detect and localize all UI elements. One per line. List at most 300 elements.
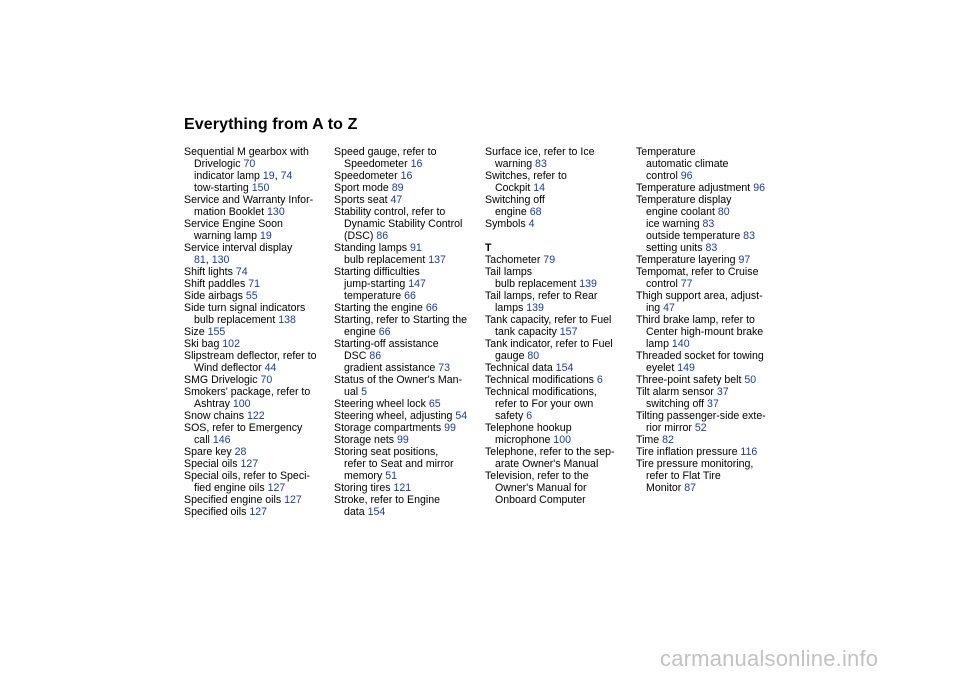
index-entry bbox=[636, 410, 781, 422]
index-text: mation Booklet bbox=[194, 206, 268, 218]
index-text: Specified engine oils bbox=[184, 494, 285, 506]
index-subentry bbox=[485, 350, 630, 362]
page-reference-link[interactable]: 81 bbox=[194, 254, 206, 266]
index-text: Stroke, refer to Engine bbox=[334, 494, 440, 506]
page-reference-link[interactable]: 127 bbox=[284, 494, 302, 506]
index-text: ing bbox=[646, 302, 664, 314]
index-text: indicator lamp bbox=[194, 170, 263, 182]
index-entry bbox=[184, 386, 329, 398]
index-text: eyelet bbox=[646, 362, 678, 374]
page-reference-link[interactable]: 74 bbox=[235, 266, 248, 278]
index-text: Special oils, refer to Speci- bbox=[184, 470, 311, 482]
page-reference-link[interactable]: 157 bbox=[559, 326, 578, 338]
index-entry bbox=[334, 374, 479, 386]
page-reference-link[interactable]: 130 bbox=[211, 254, 230, 266]
index-text: Shift paddles bbox=[184, 278, 249, 290]
page-reference-link[interactable]: 54 bbox=[455, 410, 468, 422]
index-text: Tilt alarm sensor bbox=[636, 386, 717, 398]
index-subentry bbox=[184, 254, 329, 266]
page-reference-link[interactable]: 130 bbox=[267, 206, 285, 218]
index-subentry bbox=[485, 494, 630, 506]
index-subentry bbox=[636, 422, 781, 434]
index-text: gauge bbox=[495, 350, 528, 362]
page-reference-link[interactable]: 138 bbox=[278, 314, 296, 326]
index-text: Specified oils bbox=[184, 506, 250, 518]
index-text: Tail lamps, refer to Rear bbox=[485, 290, 598, 302]
page-reference-link[interactable]: 83 bbox=[702, 218, 715, 230]
index-text: Standing lamps bbox=[334, 242, 410, 254]
index-subentry bbox=[184, 206, 329, 218]
index-column-1 bbox=[184, 146, 329, 518]
index-text: Sports seat bbox=[334, 194, 391, 206]
index-text: Shift lights bbox=[184, 266, 236, 278]
page-reference-link[interactable]: 121 bbox=[393, 482, 412, 494]
index-subentry bbox=[636, 278, 781, 290]
page-reference-link[interactable]: 6 bbox=[526, 410, 533, 422]
index-entry bbox=[485, 470, 630, 482]
index-text: memory bbox=[344, 470, 386, 482]
index-text: call bbox=[194, 434, 213, 446]
page-reference-link[interactable]: 70 bbox=[243, 158, 256, 170]
index-entry bbox=[184, 146, 329, 158]
page-reference-link[interactable]: 97 bbox=[738, 254, 751, 266]
index-text: Service and Warranty Infor- bbox=[184, 194, 314, 206]
index-entry bbox=[636, 254, 781, 266]
index-entry bbox=[636, 374, 781, 386]
index-entry bbox=[485, 446, 630, 458]
index-text: refer to Flat Tire bbox=[646, 470, 721, 482]
index-text: Tempomat, refer to Cruise bbox=[636, 266, 759, 278]
index-subentry bbox=[184, 398, 329, 410]
index-subentry bbox=[334, 218, 479, 230]
index-text: Wind deflector bbox=[194, 362, 265, 374]
index-text: Temperature display bbox=[636, 194, 732, 206]
page-reference-link[interactable]: 139 bbox=[526, 302, 544, 314]
watermark: carmanualsonline.info bbox=[660, 646, 879, 671]
index-text: Slipstream deflector, refer to bbox=[184, 350, 317, 362]
page-reference-link[interactable]: 74 bbox=[280, 170, 293, 182]
index-text: Smokers' package, refer to bbox=[184, 386, 311, 398]
index-text: Storage compartments bbox=[334, 422, 445, 434]
index-text: fied engine oils bbox=[194, 482, 268, 494]
page-reference-link[interactable]: 5 bbox=[361, 386, 367, 398]
index-text: Telephone hookup bbox=[485, 422, 572, 434]
index-entry bbox=[485, 338, 630, 350]
page-reference-link[interactable]: 154 bbox=[367, 506, 386, 518]
page-reference-link[interactable]: 116 bbox=[740, 446, 758, 458]
index-entry bbox=[485, 362, 630, 374]
index-subentry bbox=[636, 242, 781, 254]
index-entry bbox=[184, 350, 329, 362]
index-entry bbox=[636, 290, 781, 302]
index-entry bbox=[334, 266, 479, 278]
page-reference-link[interactable]: 96 bbox=[753, 182, 765, 194]
page-reference-link[interactable]: 37 bbox=[716, 386, 729, 398]
index-subentry bbox=[334, 362, 479, 374]
page-reference-link[interactable]: 146 bbox=[212, 434, 231, 446]
page-reference-link[interactable]: 100 bbox=[553, 434, 571, 446]
index-text: control bbox=[646, 278, 681, 290]
page-reference-link[interactable]: 47 bbox=[663, 302, 675, 314]
index-text: Starting-off assistance bbox=[334, 338, 439, 350]
page-reference-link[interactable]: 149 bbox=[677, 362, 695, 374]
index-entry bbox=[485, 146, 630, 158]
index-subentry bbox=[334, 458, 479, 470]
index-subentry bbox=[636, 170, 781, 182]
page-reference-link[interactable]: 100 bbox=[232, 398, 251, 410]
index-text: engine bbox=[495, 206, 530, 218]
index-entry bbox=[636, 146, 781, 158]
index-subentry bbox=[485, 434, 630, 446]
index-text: warning bbox=[495, 158, 536, 170]
index-entry bbox=[184, 410, 329, 422]
index-entry bbox=[334, 434, 479, 446]
page-title: Everything from A to Z bbox=[184, 116, 358, 133]
index-subentry bbox=[636, 470, 781, 482]
page-reference-link[interactable]: 122 bbox=[247, 410, 265, 422]
index-entry bbox=[334, 146, 479, 158]
index-entry bbox=[184, 242, 329, 254]
index-subentry bbox=[334, 470, 479, 482]
index-text: engine bbox=[344, 326, 379, 338]
index-text: Side airbags bbox=[184, 290, 246, 302]
index-text: Symbols bbox=[485, 218, 529, 230]
page-reference-link[interactable]: 16 bbox=[400, 170, 413, 182]
index-text: Dynamic Stability Control bbox=[344, 218, 463, 230]
index-entry bbox=[485, 218, 630, 230]
page-reference-link[interactable]: 150 bbox=[251, 182, 270, 194]
index-entry bbox=[485, 374, 630, 386]
index-entry bbox=[485, 266, 630, 278]
index-text: Tachometer bbox=[485, 254, 544, 266]
index-text: Service interval display bbox=[184, 242, 293, 254]
index-entry bbox=[485, 254, 630, 266]
index-text: Snow chains bbox=[184, 410, 248, 422]
index-subentry bbox=[334, 278, 479, 290]
index-text: arate Owner's Manual bbox=[495, 458, 599, 470]
index-text: , bbox=[205, 254, 212, 266]
index-subentry bbox=[636, 206, 781, 218]
page-reference-link[interactable]: 47 bbox=[390, 194, 403, 206]
page-reference-link[interactable]: 86 bbox=[376, 230, 389, 242]
index-text: Status of the Owner's Man- bbox=[334, 374, 463, 386]
section-letter bbox=[485, 242, 630, 254]
page-reference-link[interactable]: 86 bbox=[369, 350, 382, 362]
index-text: Telephone, refer to the sep- bbox=[485, 446, 615, 458]
index-text: setting units bbox=[646, 242, 706, 254]
index-subentry bbox=[636, 218, 781, 230]
page-reference-link[interactable]: 6 bbox=[596, 374, 603, 386]
page-reference-link[interactable]: 55 bbox=[245, 290, 258, 302]
index-column-3 bbox=[485, 146, 630, 506]
index-entry bbox=[334, 314, 479, 326]
index-text: Temperature layering bbox=[636, 254, 739, 266]
index-entry bbox=[636, 350, 781, 362]
index-entry bbox=[334, 206, 479, 218]
page-reference-link[interactable]: 99 bbox=[444, 422, 456, 434]
index-text: Storing tires bbox=[334, 482, 394, 494]
page-reference-link[interactable]: 155 bbox=[207, 326, 226, 338]
page-reference-link[interactable]: 102 bbox=[222, 338, 240, 350]
index-text: Drivelogic bbox=[194, 158, 244, 170]
index-entry bbox=[334, 182, 479, 194]
index-entry bbox=[485, 314, 630, 326]
index-entry bbox=[485, 194, 630, 206]
page-reference-link[interactable]: 28 bbox=[234, 446, 247, 458]
index-entry bbox=[485, 170, 630, 182]
index-subentry bbox=[334, 506, 479, 518]
page-reference-link[interactable]: 83 bbox=[705, 242, 718, 254]
index-text: Switching off bbox=[485, 194, 545, 206]
index-text: Service Engine Soon bbox=[184, 218, 283, 230]
page-reference-link[interactable]: 96 bbox=[680, 170, 693, 182]
index-text: Steering wheel lock bbox=[334, 398, 429, 410]
index-entry bbox=[184, 266, 329, 278]
index-text: refer to For your own bbox=[495, 398, 594, 410]
index-entry bbox=[334, 170, 479, 182]
index-text: Special oils bbox=[184, 458, 241, 470]
page-reference-link[interactable]: 66 bbox=[378, 326, 391, 338]
index-text: control bbox=[646, 170, 681, 182]
index-text: (DSC) bbox=[344, 230, 377, 242]
index-subentry bbox=[485, 206, 630, 218]
index-subentry bbox=[485, 482, 630, 494]
index-entry bbox=[334, 410, 479, 422]
index-entry bbox=[184, 422, 329, 434]
index-text: switching off bbox=[646, 398, 708, 410]
page-reference-link[interactable]: 65 bbox=[428, 398, 441, 410]
index-subentry bbox=[485, 458, 630, 470]
page-reference-link[interactable]: 77 bbox=[680, 278, 693, 290]
index-text: Three-point safety belt bbox=[636, 374, 745, 386]
index-subentry bbox=[184, 170, 329, 182]
index-subentry bbox=[636, 338, 781, 350]
index-entry bbox=[334, 242, 479, 254]
index-text: Ashtray bbox=[194, 398, 233, 410]
page-reference-link[interactable]: 80 bbox=[527, 350, 540, 362]
index-text: Storing seat positions, bbox=[334, 446, 439, 458]
index-column-2 bbox=[334, 146, 479, 518]
page-reference-link[interactable]: 19 bbox=[262, 170, 275, 182]
index-text: Speedometer bbox=[334, 170, 401, 182]
index-text: Cockpit bbox=[495, 182, 534, 194]
index-subentry bbox=[334, 386, 479, 398]
index-text: Starting difficulties bbox=[334, 266, 420, 278]
index-subentry bbox=[334, 290, 479, 302]
index-subentry bbox=[636, 230, 781, 242]
index-subentry bbox=[184, 482, 329, 494]
page-reference-link[interactable]: 99 bbox=[397, 434, 409, 446]
index-entry bbox=[334, 482, 479, 494]
page-reference-link[interactable]: 37 bbox=[707, 398, 719, 410]
index-text: automatic climate bbox=[646, 158, 729, 170]
index-subentry bbox=[636, 362, 781, 374]
index-text: Spare key bbox=[184, 446, 235, 458]
page-reference-link[interactable]: 83 bbox=[535, 158, 547, 170]
index-entry bbox=[636, 182, 781, 194]
index-entry bbox=[334, 194, 479, 206]
index-subentry bbox=[184, 314, 329, 326]
index-text: Side turn signal indicators bbox=[184, 302, 306, 314]
index-text: bulb replacement bbox=[194, 314, 279, 326]
index-entry bbox=[334, 398, 479, 410]
index-entry bbox=[334, 422, 479, 434]
index-entry bbox=[184, 290, 329, 302]
page-reference-link[interactable]: 154 bbox=[555, 362, 574, 374]
index-text: Sequential M gearbox with bbox=[184, 146, 309, 158]
index-subentry bbox=[485, 182, 630, 194]
page-reference-link[interactable]: 51 bbox=[385, 470, 397, 482]
index-text: bulb replacement bbox=[344, 254, 429, 266]
index-text: Stability control, refer to bbox=[334, 206, 446, 218]
page-reference-link[interactable]: 66 bbox=[425, 302, 438, 314]
index-text: DSC bbox=[344, 350, 370, 362]
index-text: safety bbox=[495, 410, 527, 422]
index-text: Television, refer to the bbox=[485, 470, 589, 482]
index-entry bbox=[184, 470, 329, 482]
index-subentry bbox=[184, 182, 329, 194]
index-subentry bbox=[485, 158, 630, 170]
index-subentry bbox=[334, 254, 479, 266]
page-reference-link[interactable]: 52 bbox=[694, 422, 707, 434]
index-text: Tire pressure monitoring, bbox=[636, 458, 754, 470]
index-text: Speedometer bbox=[344, 158, 411, 170]
page-reference-link[interactable]: 14 bbox=[533, 182, 546, 194]
index-text: Starting, refer to Starting the bbox=[334, 314, 468, 326]
index-text: Center high-mount brake bbox=[646, 326, 764, 338]
index-entry bbox=[184, 458, 329, 470]
page-reference-link[interactable]: 89 bbox=[391, 182, 404, 194]
index-subentry bbox=[636, 398, 781, 410]
index-text: Temperature bbox=[636, 146, 696, 158]
page-reference-link[interactable]: 44 bbox=[264, 362, 277, 374]
index-text: Switches, refer to bbox=[485, 170, 567, 182]
index-text: SMG Drivelogic bbox=[184, 374, 261, 386]
index-entry bbox=[184, 338, 329, 350]
index-text: lamp bbox=[646, 338, 672, 350]
page-reference-link[interactable]: 70 bbox=[260, 374, 273, 386]
index-entry bbox=[334, 446, 479, 458]
index-text: lamps bbox=[495, 302, 527, 314]
page-reference-link[interactable]: 137 bbox=[428, 254, 446, 266]
index-text: temperature bbox=[344, 290, 405, 302]
page-reference-link[interactable]: 73 bbox=[438, 362, 451, 374]
index-text: SOS, refer to Emergency bbox=[184, 422, 303, 434]
index-text: Storage nets bbox=[334, 434, 398, 446]
index-text: Ski bag bbox=[184, 338, 223, 350]
index-subentry bbox=[334, 158, 479, 170]
index-entry bbox=[184, 446, 329, 458]
index-text: gradient assistance bbox=[344, 362, 439, 374]
index-text: Owner's Manual for bbox=[495, 482, 587, 494]
page-reference-link[interactable]: 19 bbox=[259, 230, 272, 242]
page-reference-link[interactable]: 68 bbox=[529, 206, 542, 218]
index-text: Tire inflation pressure bbox=[636, 446, 741, 458]
page-reference-link[interactable]: 127 bbox=[249, 506, 268, 518]
index-text: Size bbox=[184, 326, 208, 338]
index-text: , bbox=[274, 170, 281, 182]
index-entry bbox=[485, 422, 630, 434]
index-subentry bbox=[334, 230, 479, 242]
index-entry bbox=[485, 386, 630, 398]
index-subentry bbox=[334, 326, 479, 338]
index-subentry bbox=[485, 302, 630, 314]
index-text: engine coolant bbox=[646, 206, 718, 218]
index-text: outside temperature bbox=[646, 230, 744, 242]
page-reference-link[interactable]: 147 bbox=[408, 278, 426, 290]
index-entry bbox=[184, 374, 329, 386]
index-subentry bbox=[485, 398, 630, 410]
index-text: Technical modifications, bbox=[485, 386, 597, 398]
page-reference-link[interactable]: 127 bbox=[267, 482, 286, 494]
page-reference-link[interactable]: 80 bbox=[717, 206, 730, 218]
index-entry bbox=[636, 386, 781, 398]
index-entry bbox=[184, 218, 329, 230]
index-text: ice warning bbox=[646, 218, 703, 230]
page-reference-link[interactable]: 87 bbox=[684, 482, 697, 494]
index-text: Monitor bbox=[646, 482, 685, 494]
index-text: ual bbox=[344, 386, 362, 398]
index-entry bbox=[184, 278, 329, 290]
index-subentry bbox=[184, 158, 329, 170]
page-reference-link[interactable]: 139 bbox=[579, 278, 597, 290]
index-text: Time bbox=[636, 434, 663, 446]
page-reference-link[interactable]: 79 bbox=[543, 254, 556, 266]
index-text: Onboard Computer bbox=[495, 494, 586, 506]
page-reference-link[interactable]: 50 bbox=[744, 374, 757, 386]
index-text: Third brake lamp, refer to bbox=[636, 314, 755, 326]
index-column-4 bbox=[636, 146, 781, 494]
index-text: Technical modifications bbox=[485, 374, 597, 386]
index-subentry bbox=[334, 350, 479, 362]
page-reference-link[interactable]: 66 bbox=[404, 290, 416, 302]
index-text: Threaded socket for towing bbox=[636, 350, 764, 362]
index-entry bbox=[636, 434, 781, 446]
index-entry bbox=[636, 194, 781, 206]
index-text: tow-starting bbox=[194, 182, 252, 194]
index-text: microphone bbox=[495, 434, 554, 446]
page-reference-link[interactable]: 16 bbox=[410, 158, 423, 170]
index-entry bbox=[334, 494, 479, 506]
index-subentry bbox=[485, 278, 630, 290]
index-text: Tilting passenger-side exte- bbox=[636, 410, 766, 422]
index-subentry bbox=[485, 410, 630, 422]
page-reference-link[interactable]: 82 bbox=[662, 434, 674, 446]
page-reference-link[interactable]: 4 bbox=[528, 218, 535, 230]
page-reference-link[interactable]: 140 bbox=[671, 338, 690, 350]
index-subentry bbox=[636, 302, 781, 314]
index-subentry bbox=[485, 326, 630, 338]
index-subentry bbox=[636, 158, 781, 170]
index-text: Tank indicator, refer to Fuel bbox=[485, 338, 613, 350]
index-text: Surface ice, refer to Ice bbox=[485, 146, 595, 158]
index-text: tank capacity bbox=[495, 326, 560, 338]
index-entry bbox=[636, 266, 781, 278]
index-entry bbox=[184, 506, 329, 518]
index-entry bbox=[184, 494, 329, 506]
page-reference-link[interactable]: 83 bbox=[743, 230, 755, 242]
index-entry bbox=[184, 194, 329, 206]
page-reference-link[interactable]: 71 bbox=[248, 278, 260, 290]
index-text: refer to Seat and mirror bbox=[344, 458, 454, 470]
page-reference-link[interactable]: 91 bbox=[409, 242, 422, 254]
index-text: Technical data bbox=[485, 362, 556, 374]
page-reference-link[interactable]: 127 bbox=[240, 458, 259, 470]
index-subentry bbox=[184, 434, 329, 446]
index-entry bbox=[636, 314, 781, 326]
index-subentry bbox=[636, 482, 781, 494]
index-text: Thigh support area, adjust- bbox=[636, 290, 763, 302]
